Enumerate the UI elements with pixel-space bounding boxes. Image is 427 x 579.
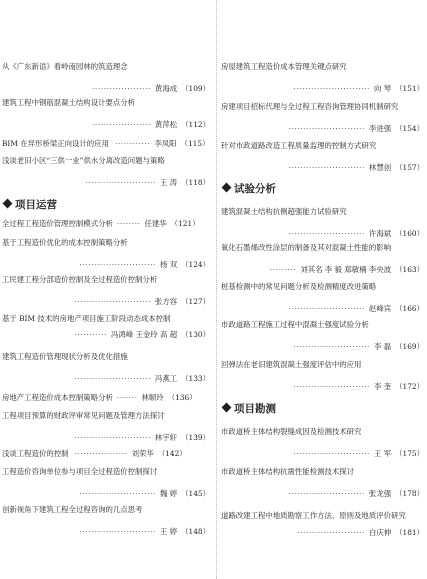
dot-leader: ·························· [288,489,365,498]
article-author: 冯燕工 [154,374,178,383]
article-author: 刘其名 李 毅 郑敏楠 李央波 [300,265,392,274]
diamond-bullet-icon [222,183,232,193]
diamond-bullet-icon [222,403,232,413]
article-author: 冯鸿峰 王金玲 高 超 [110,330,178,339]
article-author: 张龙强 [368,489,392,498]
article-title: 浅谈老旧小区“三供一业”供水分离改造问题与策略 [2,156,165,165]
dot-leader: ·················· [74,449,128,458]
dot-leader: ·························· [293,342,370,351]
article-author: 任建华 [144,219,167,228]
page-number: （145） [181,489,210,498]
article-author: 李凤阳 [154,139,177,148]
page-number: （127） [181,297,210,306]
article-title: 建筑工程造价管理现状分析及优化措施 [2,352,128,361]
article-author: 李 奎 [373,382,392,391]
article-author: 杨 双 [159,260,178,269]
article-title: 基于工程造价优化的成本控制策略分析 [2,238,128,247]
article-title: 浅谈工程造价的控制 [2,449,69,458]
dot-leader: ·························· [288,124,365,133]
dot-leader: ············ [114,139,151,148]
article-title: 从《广东新语》看岭南园林的筑造理念 [2,62,128,71]
dot-leader: ······· [116,393,138,402]
page-number: （130） [181,330,210,339]
dot-leader: ·························· [74,297,151,306]
dot-leader: ·························· [288,229,365,238]
dot-leader: ·························· [293,84,370,93]
page-number: （166） [395,304,424,313]
article-title: 针对市政道路改造工程质量监理的控制方式研究 [221,141,377,150]
article-author: 李进强 [368,124,392,133]
article-title: 工程项目预算的财政评审常见问题及管理方法探讨 [2,411,165,420]
dot-leader: ·························· [79,489,156,498]
section-heading: 试验分析 [220,183,276,196]
article-title: 创新视角下建筑工程全过程咨询的几点思考 [2,505,143,514]
page-number: （124） [181,260,210,269]
article-author: 许海斌 [368,229,392,238]
dot-leader: ···················· [91,84,151,93]
page-number: （181） [395,528,424,537]
column-divider [216,0,217,579]
article-title: 房地产工程造价成本控制策略分析 [2,393,113,402]
article-author: 白庆伸 [368,528,392,537]
article-title: 市政道路工程施工过程中混凝土强度试验分析 [221,320,369,329]
page-number: （133） [181,374,210,383]
article-author: 林宇轩 [154,433,178,442]
page-number: （115） [180,139,210,148]
article-title: 氧化石墨烯改性涂层的制备及其对混凝土性能的影响 [221,243,391,252]
article-title: 市政道桥主体结构裂缝成因及检测技术研究 [221,427,362,436]
dot-leader: ··········· [74,330,107,339]
article-title: 工民建工程分部造价控制及全过程造价控制分析 [2,275,158,284]
page-number: （136） [167,393,197,402]
page-number: （178） [395,489,424,498]
dot-leader: ·························· [79,260,156,269]
article-author: 王 婷 [159,527,178,536]
page-number: （169） [395,342,424,351]
article-title: 基于 BIM 技术的房地产项目施工阶段动态成本控制 [2,314,171,323]
page-number: （172） [395,382,424,391]
article-title: 建筑混凝土结构抗侧超强能力试验研究 [221,207,347,216]
article-author: 李 磊 [373,342,392,351]
page-number: （109） [181,84,210,93]
dot-leader: ·························· [293,449,370,458]
page-number: （163） [395,265,424,274]
section-heading: 项目勘测 [220,403,276,416]
article-author: 林慧创 [368,163,392,172]
dot-leader: ·························· [288,163,365,172]
article-title: 建筑工程中钢筋混凝土结构设计要点分析 [2,98,136,107]
article-title: BIM 在异形桥梁正向设计的应用 [2,139,109,148]
dot-leader: ·························· [293,382,370,391]
page-number: （148） [181,527,210,536]
diamond-bullet-icon [3,199,13,209]
article-title: 房屋建筑工程造价成本管理关键点研究 [221,62,347,71]
article-author: 王 涛 [159,178,178,187]
article-author: 赵峰宾 [368,304,392,313]
page-number: （154） [395,124,424,133]
page-number: （139） [181,433,210,442]
page-number: （118） [181,178,210,187]
article-author: 张方容 [154,297,178,306]
article-author: 向 琴 [373,84,392,93]
article-title: 桩基检测中的常见问题分析及检测精度改进策略 [221,282,377,291]
page-number: （175） [395,449,424,458]
article-author: 魏 婷 [159,489,178,498]
dot-leader: ·························· [74,374,151,383]
section-heading: 项目运营 [1,199,57,212]
page-number: （142） [157,449,187,458]
page-number: （121） [170,219,200,228]
page-number: （151） [395,84,424,93]
article-author: 王 军 [373,449,392,458]
dot-leader: ·························· [79,527,156,536]
dot-leader: ········ [116,219,141,228]
article-author: 林顺玲 [141,393,164,402]
article-author: 黄萍松 [154,120,178,129]
article-title: 房建项目招标代理与全过程工程咨询管理协同机制研究 [221,102,399,111]
article-title: 工程造价咨询单位参与项目全过程造价控制探讨 [2,467,158,476]
dot-leader: ···················· [91,120,151,129]
dot-leader: ·························· [288,304,365,313]
article-title: 道路改建工程中地质勘察工作方法、原则及地质评价研究 [221,511,406,520]
dot-leader: ·························· [74,433,151,442]
page-number: （112） [181,120,210,129]
dot-leader: ······················· [297,528,365,537]
dot-leader: ························ [85,178,156,187]
article-author: 刘荣华 [131,449,154,458]
article-title: 回弹法在老旧建筑混凝土强度评估中的应用 [221,360,362,369]
article-title: 全过程工程造价管理控制模式分析 [2,219,113,228]
article-author: 黄海成 [154,84,178,93]
page-number: （160） [395,229,424,238]
page-number: （157） [395,163,424,172]
dot-leader: ········· [269,265,297,274]
article-title: 市政道桥主体结构抗震性能检测技术探讨 [221,467,355,476]
